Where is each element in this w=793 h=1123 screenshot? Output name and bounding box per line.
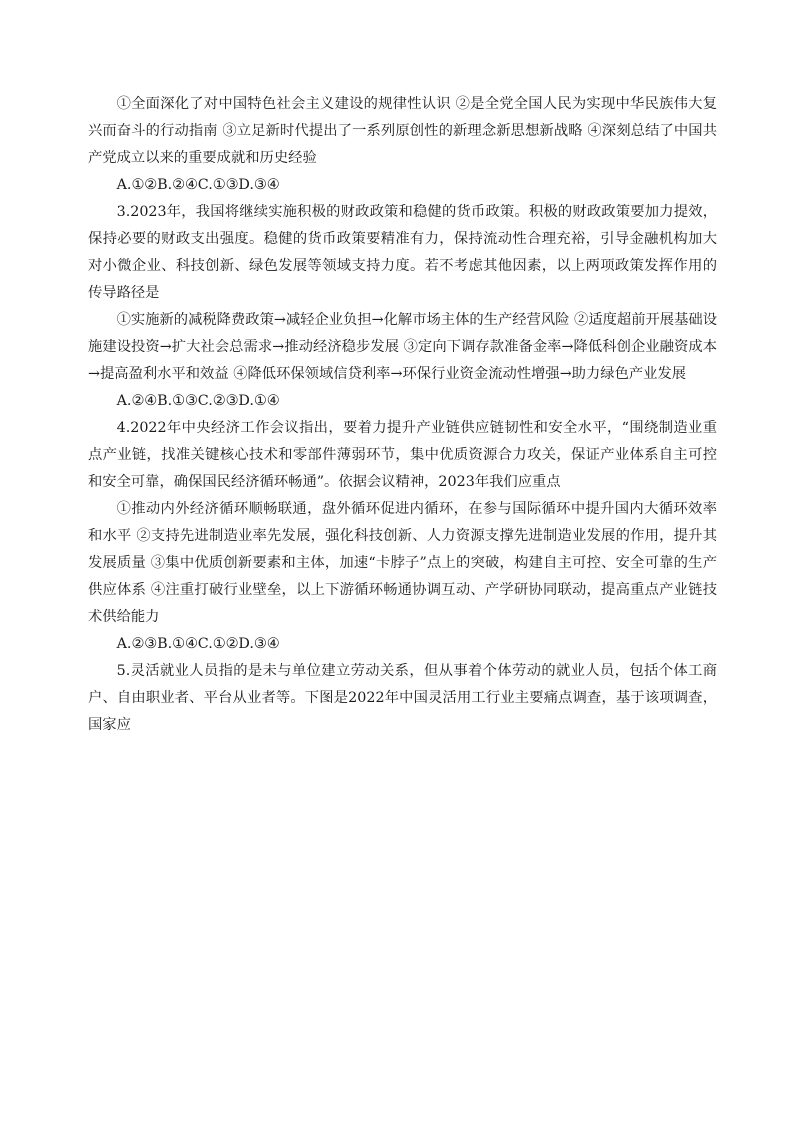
- q2-answer-choices: A.①②B.②④C.①③D.③④: [116, 177, 280, 193]
- q5-stem: 5.灵活就业人员指的是未与单位建立劳动关系，但从事着个体劳动的就业人员，包括个体工商户、自由职业者、平台从业者等。下图是2022年中国灵活用工行业主要痛点调查，基于该项调查，国家应: [88, 663, 717, 733]
- document-page: [88, 91, 717, 739]
- q3-options-text: ①实施新的减税降费政策→减轻企业负担→化解市场主体的生产经营风险 ②适度超前开展基础设施建设投资→扩大社会总需求→推动经济稳步发展 ③定向下调存款准备金率→降低科创企业融资成本→提高盈利水平和效益 ④降低环保领域信贷利率→环保行业资金流动性增强→助力绿色产业发展: [88, 312, 717, 382]
- q3-stem: 3.2023年，我国将继续实施积极的财政政策和稳健的货币政策。积极的财政政策要加力提效，保持必要的财政支出强度。稳健的货币政策要精准有力，保持流动性合理充裕，引导金融机构加大对小微企业、科技创新、绿色发展等领域支持力度。若不考虑其他因素，以上两项政策发挥作用的传导路径是: [88, 204, 717, 301]
- q4-options-text: ①推动内外经济循环顺畅联通，盘外循环促进内循环，在参与国际循环中提升国内大循环效率和水平 ②支持先进制造业率先发展，强化科技创新、人力资源支撑先进制造业发展的作用，提升其发展质量 ③集中优质创新要素和主体，加速“卡脖子”点上的突破，构建自主可控、安全可靠的生产供应体系 ④注重打破行业壁垒，以上下游循环畅通协调互动、产学研协同联动，提高重点产业链技术供给能力: [88, 501, 717, 625]
- q2-options-text: ①全面深化了对中国特色社会主义建设的规律性认识 ②是全党全国人民为实现中华民族伟大复兴而奋斗的行动指南 ③立足新时代提出了一系列原创性的新理念新思想新战略 ④深刻总结了中国共产党成立以来的重要成就和历史经验: [88, 96, 717, 166]
- q4-answer-choices: A.②③B.①④C.①②D.③④: [116, 636, 280, 652]
- q4-stem: 4.2022年中央经济工作会议指出，要着力提升产业链供应链韧性和安全水平，“围绕制造业重点产业链，找准关键核心技术和零部件薄弱环节，集中优质资源合力攻关，保证产业体系自主可控和安全可靠，确保国民经济循环畅通”。依据会议精神，2023年我们应重点: [88, 420, 717, 490]
- q3-answer-choices: A.②④B.①③C.②③D.①④: [116, 393, 280, 409]
